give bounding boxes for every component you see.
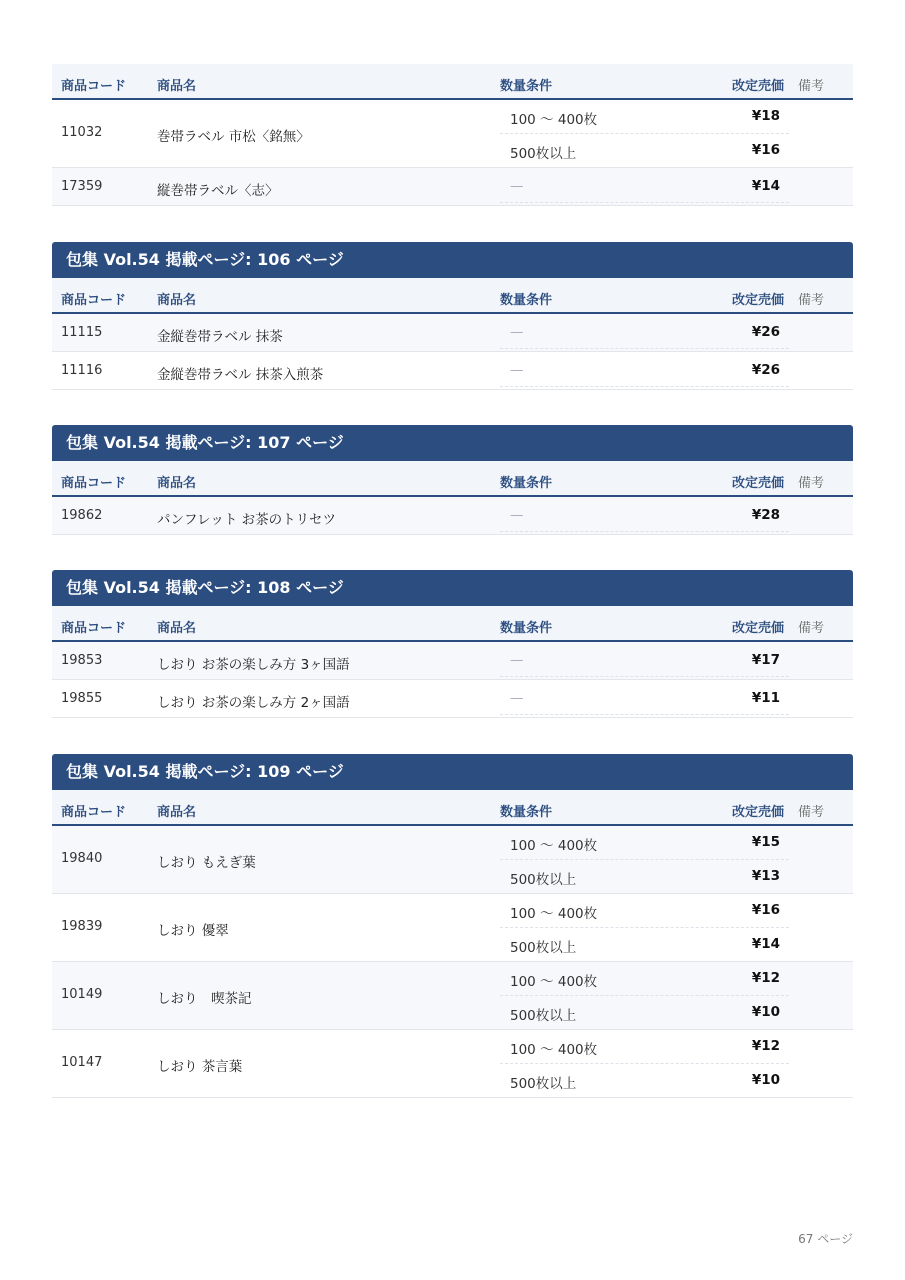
table-row bbox=[52, 352, 853, 390]
quantity-condition: — bbox=[510, 690, 524, 706]
table-header bbox=[52, 278, 853, 314]
table-row bbox=[52, 826, 853, 894]
section-title: 包集 Vol.54 掲載ページ: 108 ページ bbox=[52, 570, 853, 606]
section-title: 包集 Vol.54 掲載ページ: 106 ページ bbox=[52, 242, 853, 278]
product-code: 19862 bbox=[61, 508, 103, 523]
revised-price: ¥16 bbox=[751, 142, 780, 158]
table-row bbox=[52, 680, 853, 718]
price-tier bbox=[500, 354, 789, 387]
table-header bbox=[52, 64, 853, 100]
quantity-condition: — bbox=[510, 178, 524, 194]
price-tier bbox=[500, 316, 789, 349]
header-cond: 数量条件 bbox=[500, 805, 553, 820]
header-cond: 数量条件 bbox=[500, 621, 553, 636]
header-name: 商品名 bbox=[157, 293, 197, 308]
quantity-condition: — bbox=[510, 324, 524, 340]
product-name: 縦巻帯ラベル〈志〉 bbox=[157, 183, 279, 199]
product-name: しおり お茶の楽しみ方 2ヶ国語 bbox=[157, 695, 350, 711]
revised-price: ¥16 bbox=[751, 902, 780, 918]
header-note: 備考 bbox=[798, 476, 825, 491]
table-header bbox=[52, 606, 853, 642]
price-table-section bbox=[52, 754, 853, 1098]
header-note: 備考 bbox=[798, 293, 825, 308]
header-note: 備考 bbox=[798, 79, 825, 94]
quantity-condition: 100 〜 400枚 bbox=[510, 112, 598, 128]
quantity-condition: 100 〜 400枚 bbox=[510, 906, 598, 922]
price-tier bbox=[500, 826, 789, 860]
header-price: 改定売価 bbox=[732, 293, 785, 308]
table-row bbox=[52, 642, 853, 680]
product-name: しおり 喫茶記 bbox=[157, 991, 252, 1007]
quantity-condition: 100 〜 400枚 bbox=[510, 974, 598, 990]
revised-price: ¥12 bbox=[751, 1038, 780, 1054]
header-name: 商品名 bbox=[157, 79, 197, 94]
revised-price: ¥10 bbox=[751, 1004, 780, 1020]
revised-price: ¥26 bbox=[751, 362, 780, 378]
price-table-section bbox=[52, 64, 853, 206]
price-tier bbox=[500, 962, 789, 996]
header-cond: 数量条件 bbox=[500, 476, 553, 491]
price-tier bbox=[500, 1064, 789, 1098]
revised-price: ¥26 bbox=[751, 324, 780, 340]
table-row bbox=[52, 314, 853, 352]
header-name: 商品名 bbox=[157, 805, 197, 820]
product-code: 10147 bbox=[61, 1055, 103, 1070]
revised-price: ¥18 bbox=[751, 108, 780, 124]
table-row bbox=[52, 497, 853, 535]
price-tier bbox=[500, 894, 789, 928]
product-name: 金縦巻帯ラベル 抹茶 bbox=[157, 329, 283, 345]
revised-price: ¥11 bbox=[751, 690, 780, 706]
product-code: 11115 bbox=[61, 325, 103, 340]
product-name: しおり お茶の楽しみ方 3ヶ国語 bbox=[157, 657, 350, 673]
revised-price: ¥14 bbox=[751, 178, 780, 194]
quantity-condition: 500枚以上 bbox=[510, 1076, 577, 1092]
table-row bbox=[52, 1030, 853, 1098]
product-name: しおり 優翠 bbox=[157, 923, 229, 939]
product-name: 巻帯ラベル 市松〈銘無〉 bbox=[157, 129, 310, 145]
revised-price: ¥15 bbox=[751, 834, 780, 850]
quantity-condition: 100 〜 400枚 bbox=[510, 1042, 598, 1058]
header-code: 商品コード bbox=[61, 293, 127, 308]
price-tier bbox=[500, 134, 789, 168]
table-row bbox=[52, 100, 853, 168]
revised-price: ¥10 bbox=[751, 1072, 780, 1088]
product-name: しおり もえぎ葉 bbox=[157, 855, 256, 871]
price-tier bbox=[500, 644, 789, 677]
header-code: 商品コード bbox=[61, 805, 127, 820]
section-title: 包集 Vol.54 掲載ページ: 109 ページ bbox=[52, 754, 853, 790]
product-name: 金縦巻帯ラベル 抹茶入煎茶 bbox=[157, 367, 324, 383]
section-title: 包集 Vol.54 掲載ページ: 107 ページ bbox=[52, 425, 853, 461]
quantity-condition: — bbox=[510, 362, 524, 378]
revised-price: ¥12 bbox=[751, 970, 780, 986]
price-tier bbox=[500, 860, 789, 894]
header-price: 改定売価 bbox=[732, 621, 785, 636]
header-code: 商品コード bbox=[61, 476, 127, 491]
header-note: 備考 bbox=[798, 805, 825, 820]
header-name: 商品名 bbox=[157, 476, 197, 491]
revised-price: ¥14 bbox=[751, 936, 780, 952]
revised-price: ¥17 bbox=[751, 652, 780, 668]
price-tier bbox=[500, 682, 789, 715]
price-tier bbox=[500, 170, 789, 203]
product-code: 19839 bbox=[61, 919, 103, 934]
page-number: 67 ページ bbox=[798, 1232, 853, 1246]
revised-price: ¥13 bbox=[751, 868, 780, 884]
quantity-condition: 500枚以上 bbox=[510, 146, 577, 162]
quantity-condition: 100 〜 400枚 bbox=[510, 838, 598, 854]
header-price: 改定売価 bbox=[732, 79, 785, 94]
header-code: 商品コード bbox=[61, 621, 127, 636]
quantity-condition: 500枚以上 bbox=[510, 1008, 577, 1024]
quantity-condition: — bbox=[510, 507, 524, 523]
table-header bbox=[52, 461, 853, 497]
quantity-condition: — bbox=[510, 652, 524, 668]
table-row bbox=[52, 894, 853, 962]
price-tier bbox=[500, 996, 789, 1030]
header-note: 備考 bbox=[798, 621, 825, 636]
table-row bbox=[52, 168, 853, 206]
price-tier bbox=[500, 499, 789, 532]
product-code: 19855 bbox=[61, 691, 103, 706]
header-price: 改定売価 bbox=[732, 476, 785, 491]
header-cond: 数量条件 bbox=[500, 79, 553, 94]
product-code: 19840 bbox=[61, 851, 103, 866]
product-name: パンフレット お茶のトリセツ bbox=[157, 512, 336, 528]
table-row bbox=[52, 962, 853, 1030]
price-table-section bbox=[52, 242, 853, 390]
price-table-section bbox=[52, 425, 853, 535]
product-name: しおり 茶言葉 bbox=[157, 1059, 243, 1075]
price-table-section bbox=[52, 570, 853, 718]
header-cond: 数量条件 bbox=[500, 293, 553, 308]
product-code: 17359 bbox=[61, 179, 103, 194]
quantity-condition: 500枚以上 bbox=[510, 872, 577, 888]
revised-price: ¥28 bbox=[751, 507, 780, 523]
header-name: 商品名 bbox=[157, 621, 197, 636]
table-header bbox=[52, 790, 853, 826]
product-code: 10149 bbox=[61, 987, 103, 1002]
price-tier bbox=[500, 928, 789, 962]
header-price: 改定売価 bbox=[732, 805, 785, 820]
price-tier bbox=[500, 1030, 789, 1064]
quantity-condition: 500枚以上 bbox=[510, 940, 577, 956]
product-code: 19853 bbox=[61, 653, 103, 668]
price-tier bbox=[500, 100, 789, 134]
header-code: 商品コード bbox=[61, 79, 127, 94]
product-code: 11032 bbox=[61, 125, 103, 140]
product-code: 11116 bbox=[61, 363, 103, 378]
